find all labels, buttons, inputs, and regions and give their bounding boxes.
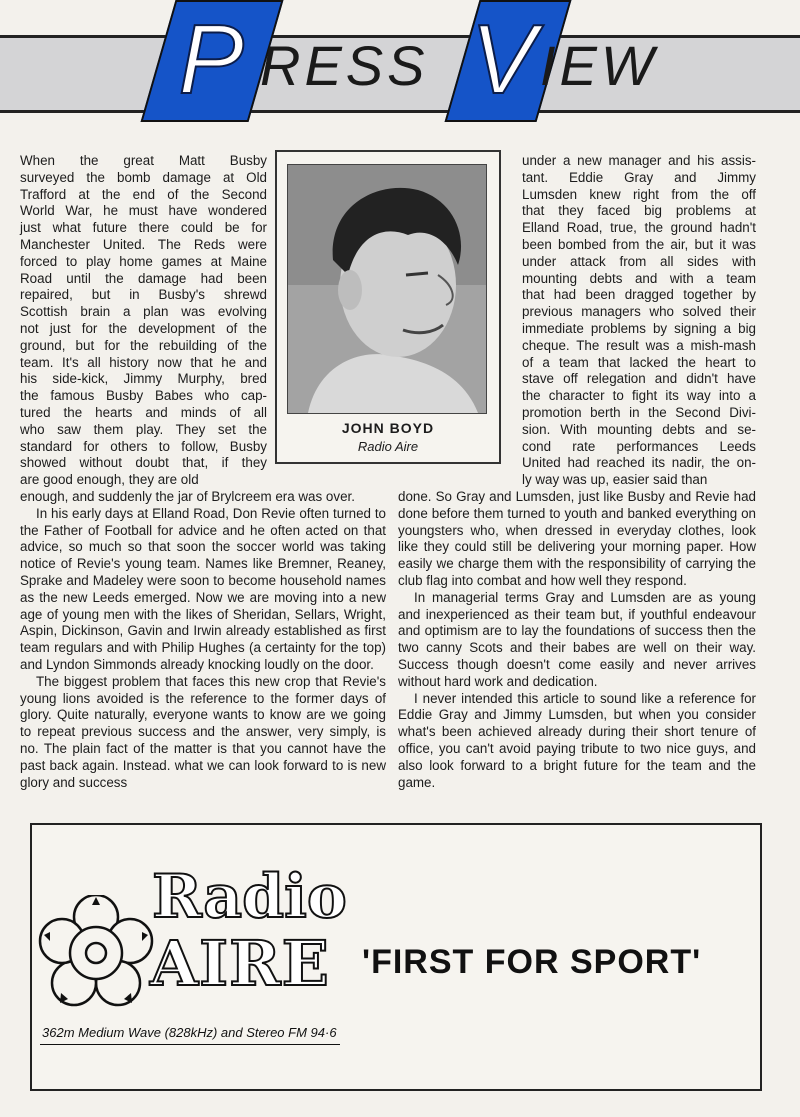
photo-caption-name: JOHN BOYD — [341, 420, 435, 436]
text-line: When the great Matt Busby — [20, 153, 267, 168]
text-line: Manchester United. The Reds were — [20, 236, 267, 252]
advert-slogan: 'FIRST FOR SPORT' — [362, 943, 702, 981]
text-line: who saw them play. They set the — [20, 421, 267, 437]
text-line: forced to play home games at Maine — [20, 253, 267, 269]
advert-frequency: 362m Medium Wave (828kHz) and Stereo FM 94·6 — [42, 1025, 337, 1040]
text-line: sion. With mounting debts and se- — [522, 421, 756, 437]
text-line: cheque. The result was a mish-mash — [522, 337, 756, 353]
text-line: of a team that lacked the heart to — [522, 354, 756, 370]
text-line: ground, but for the rebuilding of the — [20, 337, 267, 353]
text-line: immediate problems by signing a big — [522, 320, 756, 336]
text-line: the famous Busby Babes who cap- — [20, 388, 267, 404]
view-initial: V — [470, 4, 536, 114]
text-line: surveyed the bomb damage at Old — [20, 169, 267, 185]
advert-rule — [40, 1044, 340, 1045]
text-line: Road until the damage had been — [20, 270, 267, 286]
article-left-wrap — [20, 153, 267, 489]
text-line: the character to fight its way into a — [522, 388, 756, 404]
text-line: stave off relegation and didn't have — [522, 371, 756, 387]
article-paragraph: The biggest problem that faces this new crop that Revie's young lions avoided is the reference to the former days of glory. Quite naturally, everyone wants to know are we going to repeat previous success and the answer, very simply, is no. The plain fact of the matter is that you cannot have the past back again. Instead. what we can look forward to is new glory and success — [20, 673, 386, 790]
text-line: Elland Road, true, the ground hadn't — [522, 220, 756, 236]
article-right-wrap — [522, 153, 756, 489]
press-initial: P — [178, 4, 244, 114]
text-line: his side-kick, Jimmy Murphy, bred — [20, 371, 267, 387]
text-line: under attack from all sides with — [522, 253, 756, 269]
article-right-column — [398, 489, 756, 791]
text-line: United had reached its nadir, the on- — [522, 455, 756, 471]
article-paragraph: In managerial terms Gray and Lumsden are as young and inexperienced as their team but, if youthful endeavour and optimism are to lay the foundations of success then the two canny Scots and their babes are well on their way. Success though doesn't come easily and never arrives without hard work and dedication. — [398, 589, 756, 689]
brand-word-radio: Radio — [152, 862, 347, 932]
article-paragraph: In his early days at Elland Road, Don Revie often turned to the Father of Football for advice and he often acted on that advice, so much so that soon the soccer world was taking notice of Revie's young team. Names like Bremner, Reaney, Sprake and Madeley were soon to become household names as the new Leeds emerged. Now we are moving into a new age of young men with the likes of Sheridan, Sellars, Wright, Aspin, Dickinson, Gavin and Irwin already established as first team regulars and with Philip Hughes (a certainty for the top) and Lyndon Simmonds already knocking loudly on the door. — [20, 505, 386, 672]
text-line: World War, he must have wondered — [20, 203, 267, 219]
text-line: Scottish brain a plan was evolving — [20, 304, 267, 320]
text-line: Trafford at the end of the Second — [20, 186, 267, 202]
article-paragraph: I never intended this article to sound like a reference for Eddie Gray and Jimmy Lumsden, but when you consider what's been achieved already during their short tenure of office, you can't avoid paying tribute to two nice guys, and also look forward to a bright future for the team and the game. — [398, 690, 756, 790]
text-line: team. It's all history now that he and — [20, 354, 267, 370]
text-line: mounting debts and with a team — [522, 270, 756, 286]
text-line: previous managers who solved their — [522, 304, 756, 320]
text-line: Lumsden knew right from the off — [522, 186, 756, 202]
text-line: promotion berth in the Second Divi- — [522, 404, 756, 420]
text-line: not just for the development of the — [20, 320, 267, 336]
article-paragraph: done. So Gray and Lumsden, just like Busby and Revie had done before them turned to youth and banked everything on youngsters who, when dressed in everyday clothes, look like they could still be delivering your morning paper. How easily we charge them with the responsibility of carrying the club flag into combat and how well they respond. — [398, 489, 756, 588]
text-line: been bombed from the air, but it was — [522, 236, 756, 252]
radio-aire-advert — [30, 823, 762, 1091]
text-line: tant. Eddie Gray and Jimmy — [522, 169, 756, 185]
view-rest: IEW — [540, 34, 658, 97]
text-line: under a new manager and his assis- — [522, 153, 756, 168]
text-line: ly way was up, easier said than — [522, 472, 708, 488]
text-line: showed without doubt that, if they — [20, 455, 267, 471]
portrait-photo — [287, 164, 487, 414]
article-left-column — [20, 489, 386, 791]
text-line: that had been dragged together by — [522, 287, 756, 303]
text-line: just what future there could be for — [20, 220, 267, 236]
yorkshire-rose-icon — [38, 895, 154, 1011]
portrait-icon — [288, 165, 486, 413]
text-line: tured the hearts and minds of all — [20, 404, 267, 420]
text-line: cond rate performances Leeds — [522, 438, 756, 454]
text-line: repaired, but in Busby's shrewd — [20, 287, 267, 303]
photo-box — [275, 150, 501, 464]
text-line: that they faced big problems at — [522, 203, 756, 219]
photo-caption-station: Radio Aire — [357, 439, 419, 454]
article-paragraph: enough, and suddenly the jar of Brylcreem era was over. — [20, 489, 355, 504]
text-line: are good enough, they are old — [20, 472, 199, 488]
press-rest: RESS — [260, 34, 429, 97]
text-line: standard for others to follow, Busby — [20, 438, 267, 454]
brand-word-aire: AIRE — [150, 927, 330, 1000]
